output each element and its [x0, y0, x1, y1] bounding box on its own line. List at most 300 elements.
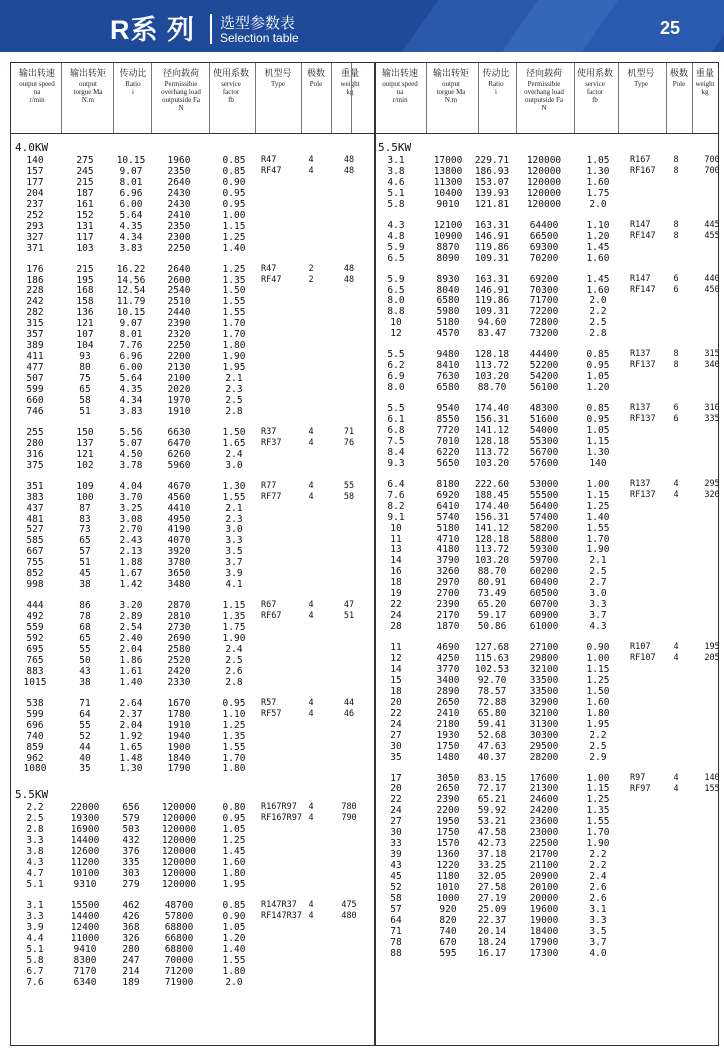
cell: 14 [390, 663, 402, 675]
cell: 19 [390, 588, 402, 600]
cell: 48700 [164, 900, 194, 911]
column-header [618, 69, 664, 88]
cell: 65.20 [477, 599, 507, 611]
cell: 2390 [167, 318, 191, 330]
table-row [11, 384, 374, 395]
cell: 115.63 [474, 653, 510, 664]
model-pole: 6 [673, 284, 679, 295]
table-row [11, 911, 374, 922]
table-row [11, 340, 374, 351]
column-header-en: Permissibie overhang load [524, 80, 564, 96]
cell: 4560 [167, 491, 191, 503]
cell: 4180 [436, 544, 460, 556]
cell: 1.40 [222, 242, 246, 254]
model-weight: 51 [343, 611, 355, 622]
cell: 4.35 [119, 220, 143, 232]
cell: 368 [122, 921, 140, 933]
cell: 71700 [529, 295, 559, 307]
cell: 1.10 [222, 708, 246, 720]
cell: 1.25 [222, 263, 246, 275]
column-header-en: output [79, 80, 97, 88]
cell: 8550 [436, 414, 460, 425]
cell: 1015 [23, 676, 47, 688]
cell: 2.7 [589, 577, 607, 589]
table-row [11, 557, 374, 568]
cell: 1.70 [586, 827, 610, 839]
table-row [11, 731, 374, 742]
cell: 2970 [436, 577, 460, 589]
column-header-cn: 使用系数 [576, 69, 613, 79]
cell: 5.56 [119, 426, 143, 438]
cell: 73 [79, 524, 91, 536]
model-weight: 780 [341, 802, 357, 813]
cell: 195 [76, 274, 94, 286]
cell: 3.70 [119, 491, 143, 503]
cell: 1.40 [119, 676, 143, 688]
cell: 4.50 [119, 448, 143, 460]
cell: 88.70 [477, 382, 507, 394]
cell: 1.70 [222, 752, 246, 764]
table-row [376, 479, 718, 490]
cell: 7630 [436, 371, 460, 383]
cell: 6.8 [387, 424, 405, 436]
cell: 14400 [70, 835, 100, 847]
column-header-cn: 径向载荷 [162, 69, 199, 79]
model-pole: 6 [673, 414, 679, 425]
cell: 2410 [436, 707, 460, 719]
cell: 11000 [70, 932, 100, 944]
table-row [11, 210, 374, 221]
cell: 120000 [161, 868, 197, 880]
cell: 140 [589, 457, 607, 469]
cell: 375 [26, 459, 44, 471]
cell: 2730 [167, 622, 191, 634]
cell: 2200 [167, 351, 191, 363]
cell: 5.1 [387, 187, 405, 199]
cell: 188.45 [474, 489, 510, 501]
table-row [11, 296, 374, 307]
table-row [376, 317, 718, 328]
cell: 51 [79, 405, 91, 417]
cell: 120000 [161, 813, 197, 825]
cell: 12100 [433, 219, 463, 231]
cell: 2430 [167, 198, 191, 210]
column-header-sym: factor [222, 88, 240, 96]
column-header-sym: i [495, 88, 497, 96]
column-header-cn: 重量 [340, 69, 359, 79]
cell: 859 [26, 741, 44, 753]
cell: 0.95 [222, 813, 246, 825]
cell: 6.00 [119, 198, 143, 210]
cell: 5180 [436, 317, 460, 329]
model-pole: 2 [308, 263, 314, 274]
table-row [11, 232, 374, 243]
column-header-en: Ratio [125, 80, 141, 88]
cell: 2350 [167, 165, 191, 177]
cell: 50.86 [477, 621, 507, 633]
cell: 2390 [436, 599, 460, 611]
cell: 1.40 [586, 511, 610, 523]
model-pole: 4 [673, 772, 679, 783]
table-row [376, 328, 718, 339]
cell: 2.04 [119, 643, 143, 655]
cell: 120000 [161, 835, 197, 847]
cell: 32.05 [477, 871, 507, 883]
cell: 5.07 [119, 437, 143, 449]
column-header-unit: N [178, 104, 184, 112]
table-row [376, 719, 718, 730]
cell: 24 [390, 718, 402, 730]
model-weight: 700 [704, 155, 720, 165]
cell: 113.72 [474, 544, 510, 556]
page-number: 25 [660, 18, 681, 38]
cell: 18.24 [477, 936, 507, 948]
cell: 94.60 [477, 317, 507, 329]
cell: 1.80 [586, 707, 610, 719]
cell: 1.42 [119, 579, 143, 591]
table-row [11, 568, 374, 579]
column-header [115, 69, 151, 96]
cell: 7.5 [387, 435, 405, 447]
cell: 9480 [436, 349, 460, 361]
cell: 1.05 [222, 824, 246, 836]
column-header-unit: fb [228, 96, 234, 104]
table-row [376, 653, 718, 664]
cell: 2020 [167, 384, 191, 395]
cell: 17600 [529, 772, 559, 784]
cell: 5650 [436, 457, 460, 469]
table-row [376, 621, 718, 632]
cell: 4.8 [387, 230, 405, 242]
cell: 1.90 [586, 838, 610, 850]
cell: 83.47 [477, 328, 507, 340]
header-separator [210, 14, 212, 44]
cell: 2.8 [225, 405, 243, 417]
cell: 17000 [433, 155, 463, 166]
table-row [11, 802, 374, 813]
column-header-cn: 输出转速 [381, 69, 418, 79]
cell: 1.30 [586, 165, 610, 177]
cell: 1940 [167, 730, 191, 742]
cell: 2.2 [26, 802, 44, 814]
cell: 52.68 [477, 729, 507, 741]
model-pole: 4 [308, 813, 314, 824]
model-type: R47 [261, 263, 277, 274]
column-header-cn: 传动比 [482, 69, 510, 79]
cell: 2180 [436, 718, 460, 730]
cell: 2.89 [119, 611, 143, 623]
cell: 492 [26, 611, 44, 623]
column-header-en: service [221, 80, 241, 88]
cell: 150 [76, 426, 94, 438]
cell: 7.6 [387, 489, 405, 501]
table-row [376, 253, 718, 264]
cell: 5980 [436, 306, 460, 318]
model-type: R167R97 [261, 802, 297, 813]
model-pole: 8 [673, 230, 679, 241]
cell: 50 [79, 654, 91, 666]
table-row [376, 306, 718, 317]
table-row [376, 860, 718, 871]
cell: 20100 [529, 882, 559, 893]
cell: 852 [26, 568, 44, 580]
model-type: RF77 [261, 491, 282, 502]
cell: 121 [76, 318, 94, 330]
cell: 222.60 [474, 478, 510, 490]
table-row [376, 816, 718, 827]
table-row [376, 425, 718, 436]
table-row [11, 427, 374, 438]
table-row [11, 373, 374, 384]
cell: 280 [26, 437, 44, 449]
table-row [11, 460, 374, 471]
header-cell-rule [574, 63, 575, 133]
cell: 38 [79, 579, 91, 591]
cell: 503 [122, 824, 140, 836]
column-header-en: Ratio [488, 80, 504, 88]
table-row [376, 177, 718, 188]
table-row [376, 642, 718, 653]
cell: 2810 [167, 611, 191, 623]
cell: 579 [122, 813, 140, 825]
cell: 275 [76, 155, 94, 166]
cell: 6.96 [119, 351, 143, 363]
cell: 52 [390, 882, 402, 893]
table-row [376, 882, 718, 893]
cell: 1.70 [222, 318, 246, 330]
cell: 2130 [167, 362, 191, 374]
cell: 6.2 [387, 360, 405, 372]
cell: 5.5 [387, 349, 405, 361]
cell: 128.18 [474, 349, 510, 361]
cell: 9.07 [119, 165, 143, 177]
cell: 1.00 [586, 478, 610, 490]
model-weight: 48 [343, 274, 355, 285]
cell: 2170 [436, 610, 460, 622]
cell: 1.60 [586, 176, 610, 188]
cell: 100 [76, 491, 94, 503]
cell: 32100 [529, 663, 559, 675]
cell: 66500 [529, 230, 559, 242]
cell: 6.96 [119, 187, 143, 199]
cell: 60500 [529, 588, 559, 600]
cell: 1950 [436, 816, 460, 828]
cell: 1.75 [586, 187, 610, 199]
cell: 24200 [529, 805, 559, 817]
cell: 10 [390, 522, 402, 534]
cell: 163.31 [474, 219, 510, 231]
table-row [11, 944, 374, 955]
cell: 80 [79, 362, 91, 374]
cell: 1.55 [222, 741, 246, 753]
header-cell-rule [61, 63, 62, 133]
cell: 1750 [436, 740, 460, 752]
cell: 52 [79, 730, 91, 742]
cell: 2.13 [119, 546, 143, 558]
cell: 1.55 [222, 307, 246, 319]
table-row [376, 544, 718, 555]
power-label: 5.5KW [15, 788, 49, 802]
cell: 22500 [529, 838, 559, 850]
cell: 2.8 [26, 824, 44, 836]
cell: 8.4 [387, 446, 405, 458]
table-row [376, 382, 718, 393]
column-header-en: Permissibie overhang load [161, 80, 201, 96]
cell: 1.88 [119, 557, 143, 569]
cell: 3.9 [225, 568, 243, 580]
cell: 186.93 [474, 165, 510, 177]
cell: 8870 [436, 241, 460, 253]
table-row [11, 243, 374, 254]
cell: 103 [76, 242, 94, 254]
page-header [0, 0, 724, 52]
cell: 47.63 [477, 740, 507, 752]
cell: 58 [79, 394, 91, 406]
cell: 740 [26, 730, 44, 742]
cell: 20.14 [477, 925, 507, 937]
cell: 2640 [167, 263, 191, 275]
cell: 1220 [436, 860, 460, 872]
table-row [11, 199, 374, 210]
cell: 2.3 [225, 384, 243, 395]
cell: 45 [390, 871, 402, 883]
table-row [376, 697, 718, 708]
cell: 20000 [529, 892, 559, 904]
column-header-sym: outputside Fa [525, 96, 563, 104]
cell: 2.1 [225, 502, 243, 514]
cell: 1.30 [586, 446, 610, 458]
cell: 189 [122, 976, 140, 988]
column-header-cn: 径向载荷 [525, 69, 562, 79]
power-label: 4.0KW [15, 141, 49, 154]
cell: 2330 [167, 676, 191, 688]
cell: 6.7 [26, 965, 44, 977]
column-header [668, 69, 690, 88]
column-header-cn: 输出转矩 [432, 69, 469, 79]
table-row [376, 512, 718, 523]
cell: 28200 [529, 751, 559, 763]
cell: 1670 [167, 697, 191, 709]
cell: 2.5 [589, 566, 607, 578]
cell: 3400 [436, 674, 460, 686]
cell: 1.05 [222, 921, 246, 933]
table-row [11, 351, 374, 362]
table-row [376, 827, 718, 838]
cell: 2320 [167, 329, 191, 341]
cell: 65 [79, 535, 91, 547]
cell: 0.95 [222, 187, 246, 199]
cell: 78 [79, 611, 91, 623]
cell: 1780 [167, 708, 191, 720]
cell: 22 [390, 794, 402, 806]
cell: 107 [76, 329, 94, 341]
table-row [376, 577, 718, 588]
cell: 73200 [529, 328, 559, 340]
cell: 962 [26, 752, 44, 764]
cell: 33.25 [477, 860, 507, 872]
cell: 5.9 [387, 273, 405, 285]
table-row [376, 926, 718, 937]
cell: 51 [79, 557, 91, 569]
cell: 1.80 [222, 340, 246, 352]
cell: 1.20 [586, 230, 610, 242]
cell: 695 [26, 643, 44, 655]
cell: 1.75 [222, 622, 246, 634]
cell: 204 [26, 187, 44, 199]
cell: 2250 [167, 340, 191, 352]
cell: 1.95 [586, 718, 610, 730]
cell: 2100 [167, 373, 191, 385]
cell: 1.25 [222, 719, 246, 731]
table-row [376, 220, 718, 231]
column-header-cn: 极数 [669, 69, 688, 79]
model-weight: 47 [343, 600, 355, 611]
table-row [376, 490, 718, 501]
cell: 883 [26, 665, 44, 677]
cell: 56700 [529, 446, 559, 458]
table-row [376, 349, 718, 360]
cell: 2350 [167, 220, 191, 232]
cell: 103.20 [474, 457, 510, 469]
model-pole: 8 [673, 349, 679, 360]
cell: 2.5 [225, 654, 243, 666]
cell: 3.1 [589, 903, 607, 915]
cell: 0.95 [222, 697, 246, 709]
table-row [11, 177, 374, 188]
table-row [11, 155, 374, 166]
table-row [376, 534, 718, 545]
cell: 93 [79, 351, 91, 363]
model-pole: 4 [673, 642, 679, 653]
table-row [11, 698, 374, 709]
cell: 19600 [529, 903, 559, 915]
model-pole: 4 [308, 426, 314, 437]
cell: 3650 [167, 568, 191, 580]
cell: 660 [26, 394, 44, 406]
cell: 920 [439, 903, 457, 915]
cell: 40 [79, 752, 91, 764]
cell: 80.91 [477, 577, 507, 589]
cell: 18400 [529, 925, 559, 937]
table-row [11, 524, 374, 535]
cell: 58200 [529, 522, 559, 534]
cell: 27 [390, 816, 402, 828]
cell: 21300 [529, 783, 559, 795]
cell: 19000 [529, 914, 559, 926]
model-type: R37 [261, 426, 277, 437]
cell: 59.17 [477, 610, 507, 622]
cell: 17300 [529, 947, 559, 959]
cell: 11300 [433, 176, 463, 188]
cell: 1.61 [119, 665, 143, 677]
cell: 5.1 [26, 879, 44, 891]
table-row [11, 742, 374, 753]
cell: 139.93 [474, 187, 510, 199]
cell: 3.7 [589, 936, 607, 948]
cell: 120000 [161, 846, 197, 858]
cell: 18 [390, 685, 402, 697]
column-header [376, 69, 424, 104]
column-header-cn: 使用系数 [212, 69, 249, 79]
column-header-en: output speed [19, 80, 55, 88]
cell: 527 [26, 524, 44, 536]
model-type: RF137 [630, 489, 656, 500]
series-title: R系 列 [110, 15, 195, 45]
table-row [11, 813, 374, 824]
table-row [11, 933, 374, 944]
model-type: RF167 [630, 166, 656, 176]
table-row [11, 318, 374, 329]
